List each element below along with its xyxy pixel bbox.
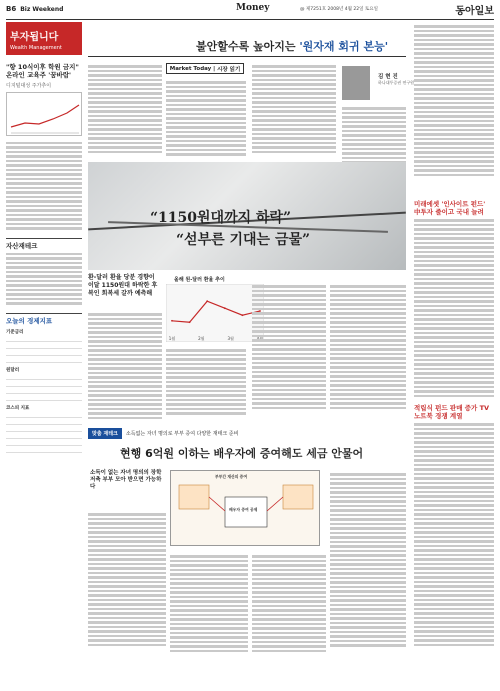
fx-line-chart: [166, 284, 264, 342]
news-col-2: [166, 346, 246, 417]
advice-tag-text: 소득없는 자녀 명의로 부부 증여 다양한 재태크 준비: [125, 430, 239, 437]
chart-x-tick-2: 3월: [227, 336, 234, 341]
quote-1: “1150원대까지 하락”: [150, 210, 292, 226]
advice-headline: 현행 6억원 이하는 배우자에 증여해도 세금 안물어: [120, 447, 364, 460]
table-title-fx: 원달러: [6, 367, 20, 373]
headline-part-1: 불안할수록 높아지는: [196, 40, 296, 53]
column-tag-sub: Wealth Management: [6, 45, 82, 55]
headline-part-2: '원자재 회귀 본능': [299, 40, 389, 53]
advice-subhead: 소득이 없는 자녀 명의의 장학저축 부부 모아 받으면 가능하다: [90, 470, 162, 491]
chart-label: 디지털대성 주가추이: [6, 82, 52, 89]
article-col-2: [166, 78, 246, 158]
right-article-2: [414, 404, 494, 648]
article-col-1: [88, 62, 162, 155]
market-tag-sub: 시장 읽기: [217, 66, 241, 73]
page-header: [0, 0, 500, 18]
chart-point-4: [242, 314, 244, 316]
section-title: Money: [236, 3, 270, 13]
chart-x-tick-0: 1월: [168, 336, 176, 341]
right-headline-2: 적립식 펀드 판매 증가 TV 노트북 경쟁 계열: [414, 404, 490, 421]
main-rule: [88, 56, 406, 57]
fx-table: [6, 373, 82, 401]
right-article-1: [414, 200, 494, 399]
news-col-1: [88, 310, 162, 421]
main-headline: [196, 38, 406, 54]
advice-section-bar: [88, 427, 404, 439]
chart-point-3: [224, 307, 226, 309]
advice-col-2: [170, 552, 248, 654]
article-col-3: [252, 62, 336, 155]
diagram-center-label: 배우자 증여 공제: [229, 507, 258, 512]
newspaper-brand: 동아일보: [455, 6, 494, 17]
advice-col-1: [88, 510, 166, 648]
table-title-kospi: 코스피 지표: [6, 405, 30, 411]
left-column: [6, 22, 82, 686]
advice-col-3: [252, 552, 326, 654]
author-photo: [342, 66, 370, 100]
news-col-3: [252, 282, 326, 411]
market-tag-label: Market Today: [169, 65, 212, 72]
left-body-text: [6, 142, 82, 230]
header-rule: [6, 19, 494, 20]
table-title-rate: 기준금리: [6, 329, 24, 335]
kospi-table: [6, 411, 82, 453]
section-asset: 자산재테크: [6, 238, 82, 250]
right-headline-1: 미래에셋 '인사이트 펀드' 中투자 줄이고 국내 늘려: [414, 200, 486, 217]
right-column-top: [414, 22, 494, 178]
chart-title: 올해 원-달러 환율 추이: [174, 277, 225, 283]
chart-point-0: [171, 320, 173, 322]
advice-tag: 맞춤 재테크: [88, 428, 122, 439]
advice-col-4: [330, 470, 406, 649]
section-indicators: 오늘의 경제지표: [6, 313, 82, 325]
issue-date: @ 제7251호 2008년 4월 22일 토요일: [300, 7, 378, 12]
chart-x-tick-1: 2월: [198, 336, 205, 341]
chart-point-2: [206, 300, 208, 302]
market-today-tag: Market Today | 시장 읽기: [166, 63, 244, 74]
quote-2: “섣부른 기대는 금물”: [176, 232, 311, 248]
stock-mini-chart: [6, 92, 82, 136]
news-headline: 환-달러 환율 당분 경향이 이달 1150원대 하락한 후 복인 회복세 갈까 예측해: [88, 274, 158, 297]
page-number: B6: [6, 5, 17, 13]
diagram-title: 부부간 재산의 증여: [215, 474, 247, 479]
rate-table: [6, 335, 82, 363]
column-tag: 부자됩니다: [6, 22, 82, 45]
news-col-4: [330, 282, 406, 411]
gift-diagram: [170, 470, 320, 546]
article-col-4: [342, 104, 406, 170]
chart-point-1: [189, 321, 191, 323]
mini-chart-svg: [7, 93, 83, 137]
author-role: 하나대투증권 연구원: [378, 80, 415, 85]
left-headline: "향 10식이후 학원 금지" 온라인 교육주 '꿈바람': [6, 63, 79, 80]
author-name: 김 현 진: [378, 74, 398, 80]
section-name: Biz Weekend: [20, 5, 64, 13]
